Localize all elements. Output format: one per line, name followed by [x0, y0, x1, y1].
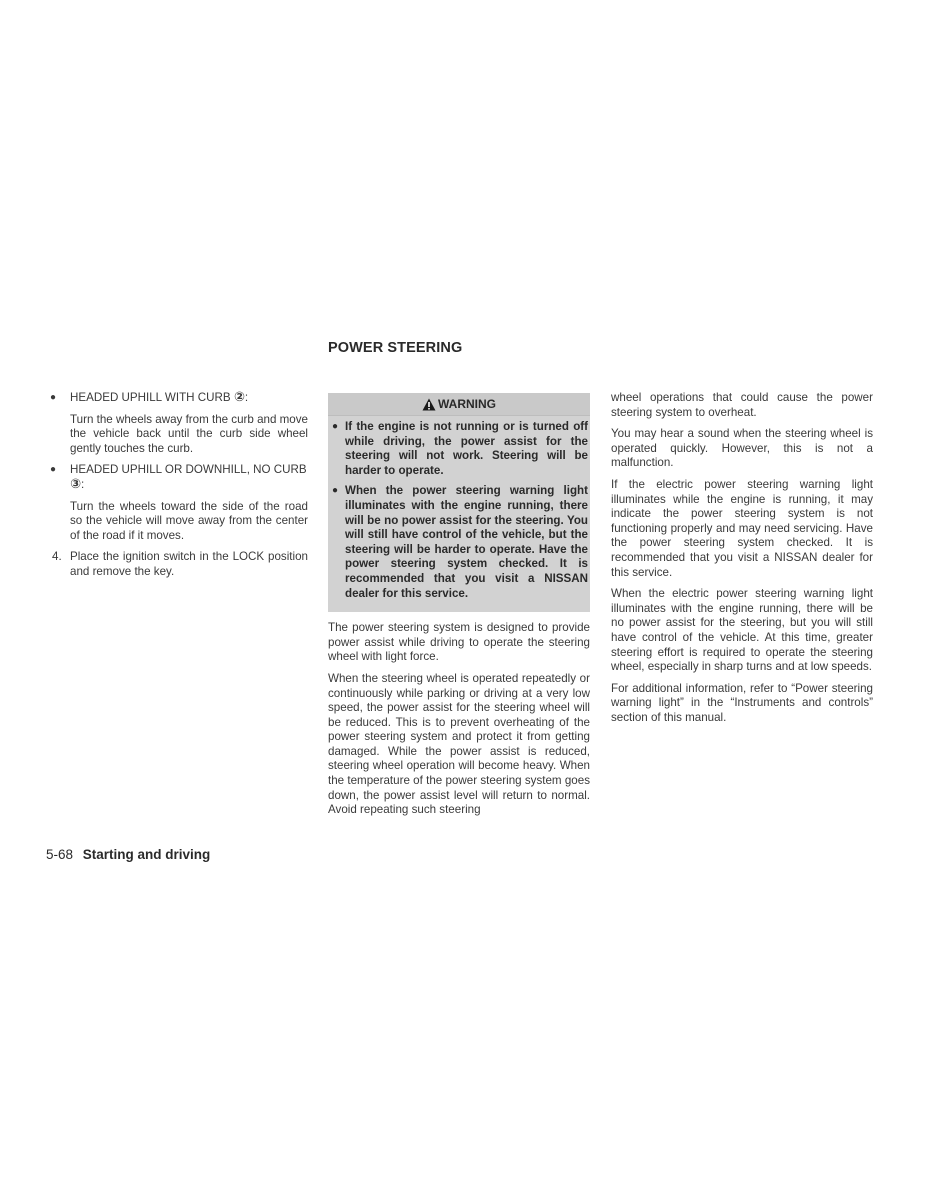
paragraph: When the electric power steering warning light illuminates with the engine running, there will be no power assist for the steering, but you will still have control of the vehicle. At this time, greater steering effort is required to operate the steering wheel, especially in sharp turns and at low speeds.: [611, 587, 873, 674]
bullet-icon: ●: [50, 464, 57, 476]
warning-box: [328, 393, 590, 612]
bullet-label: HEADED UPHILL OR DOWNHILL, NO CURB: [70, 463, 307, 477]
paragraph: If the electric power steering warning light illuminates while the engine is running, it may indicate the power steering system is not functioning properly and may need servicing. Have the power steering system checked. It is recommended that you visit a NISSAN dealer for this service.: [611, 477, 873, 579]
circled-number-2: ②: [233, 389, 245, 404]
bullet-paragraph: Turn the wheels toward the side of the road so the vehicle will move away from the center of the road if it moves.: [70, 499, 308, 542]
step-item: [46, 550, 308, 579]
bullet-icon: ●: [50, 392, 57, 403]
footer-section-title: Starting and driving: [82, 847, 211, 862]
paragraph: When the steering wheel is operated repeatedly or continuously while parking or driving at a very low speed, the power assist for the steering wheel will be reduced. This is to prevent overheating of the power steering system and protect it from getting damaged. While the power assist is reduced, steering wheel operation will become heavy. When the temperature of the power steering system goes down, the power assist level will return to normal. Avoid repeating such steering: [328, 671, 590, 817]
bullet-paragraph: Turn the wheels away from the curb and move the vehicle back until the curb side wheel gently touches the curb.: [70, 412, 308, 455]
paragraph: You may hear a sound when the steering wheel is operated quickly. However, this is not a malfunction.: [611, 427, 873, 470]
paragraph: The power steering system is designed to provide power assist while driving to operate the steering wheel with light force.: [328, 621, 590, 664]
right-column: [611, 391, 873, 732]
step-number: 4.: [52, 550, 62, 564]
page-number: 5-68: [46, 847, 74, 862]
bullet-icon: ●: [332, 421, 339, 432]
step-text: Place the ignition switch in the LOCK position and remove the key.: [70, 550, 308, 578]
middle-column: [328, 393, 590, 825]
paragraph: wheel operations that could cause the power steering system to overheat.: [611, 391, 873, 419]
warning-item: ● When the power steering warning light illuminates with the engine running, there will be no power assist for the steering. You will still have control of the vehicle, but the steering will be harder to operate. Have the power steering system checked. It is recommended that you visit a NISSAN dealer for this service.: [332, 484, 588, 600]
paragraph: For additional information, refer to “Power steering warning light” in the “Instruments and controls” section of this manual.: [611, 681, 873, 724]
bullet-icon: ●: [332, 485, 339, 497]
left-column: [46, 391, 308, 587]
list-item: ● HEADED UPHILL OR DOWNHILL, NO CURB ③:: [46, 463, 308, 492]
section-title: POWER STEERING: [328, 340, 463, 356]
warning-triangle-icon: [422, 398, 436, 411]
circled-number-3: ③: [70, 475, 82, 491]
warning-header: [328, 393, 590, 416]
list-item: ● HEADED UPHILL WITH CURB ②:: [46, 391, 308, 406]
page-footer: [46, 847, 210, 862]
warning-label: WARNING: [438, 396, 496, 411]
bullet-label: HEADED UPHILL WITH CURB: [70, 391, 234, 404]
warning-item: ● If the engine is not running or is turned off while driving, the power assist for the steering will not work. Steering will be harder to operate.: [332, 420, 588, 477]
